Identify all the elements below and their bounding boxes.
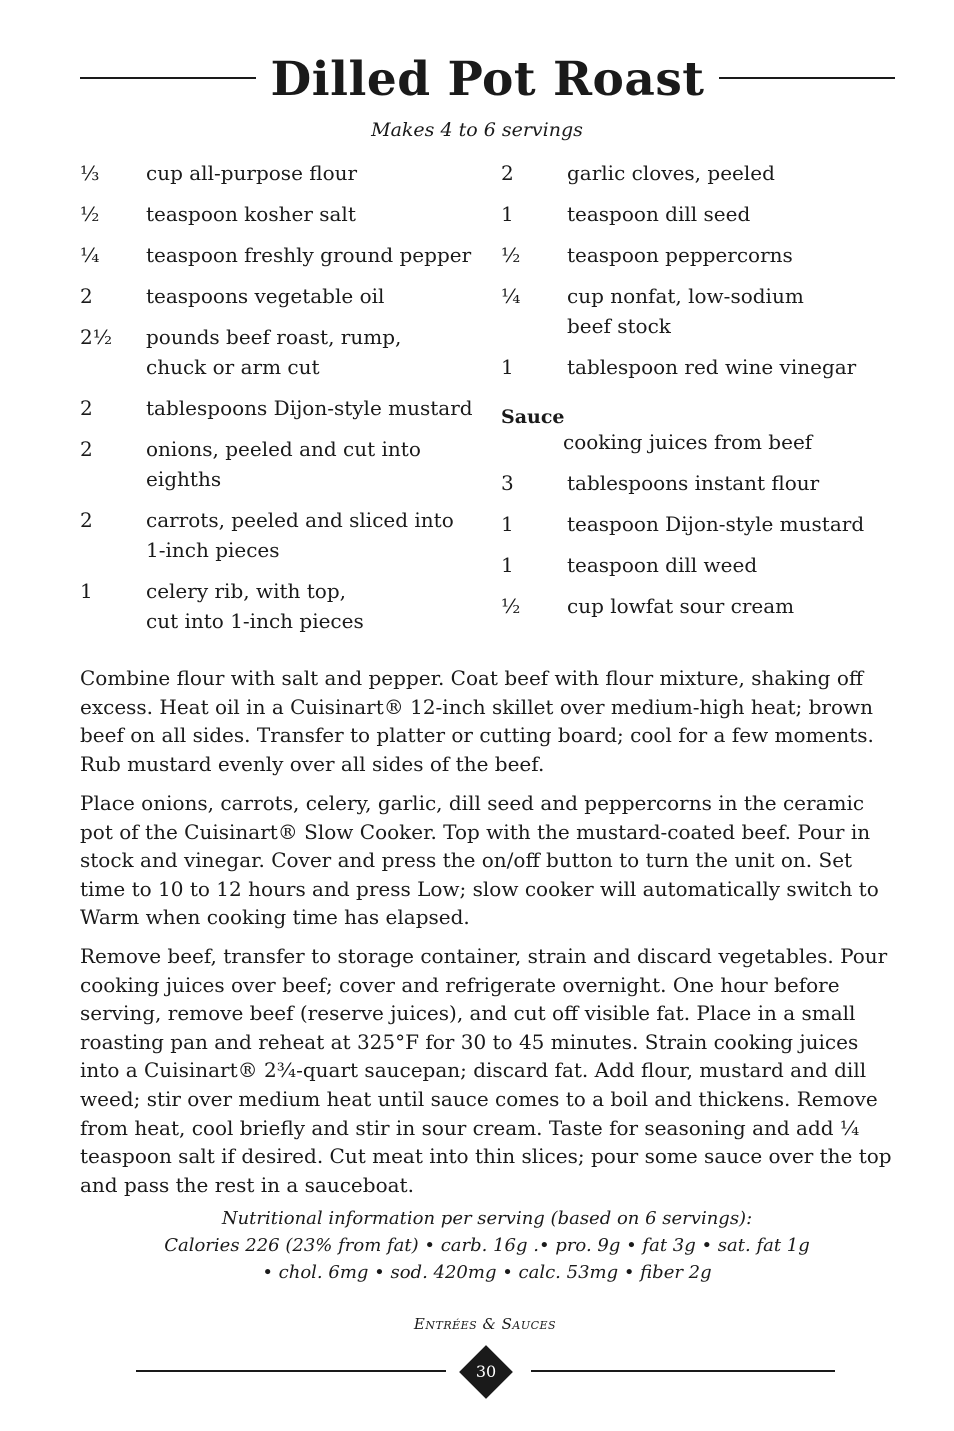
footer-rule-left [136, 1370, 446, 1372]
ingredient-description: teaspoons vegetable oil [146, 284, 385, 308]
ingredient-quantity: 1 [501, 512, 514, 536]
ingredient-quantity: 1 [501, 355, 514, 379]
direction-paragraph-1: Combine flour with salt and pepper. Coat beef with flour mixture, shaking off excess. Heat oil in a Cuisinart® 12-inch skillet over medium-high heat; brown beef on all sides. Transfer to platter or cutting board; cool for a few moments. Rub mustard evenly over all sides of the beef. [80, 666, 874, 776]
page-number: 30 [475, 1362, 497, 1381]
nutrition-line-1: Nutritional information per serving (based on 6 servings): [221, 1208, 753, 1229]
ingredient-item [501, 240, 901, 270]
ingredient-description: cup nonfat, low-sodium beef stock [567, 284, 804, 338]
ingredient-item [501, 509, 901, 539]
recipe-title: Dilled Pot Roast [270, 52, 705, 107]
ingredient-column-left [80, 158, 480, 647]
ingredient-quantity: ¼ [80, 243, 100, 267]
ingredient-item [501, 281, 901, 341]
ingredient-quantity: 1 [501, 202, 514, 226]
ingredient-item [80, 393, 480, 423]
nutrition-info [0, 1205, 954, 1286]
direction-paragraph-3: Remove beef, transfer to storage container, strain and discard vegetables. Pour cooking juices over beef; cover and refrigerate overnight. One hour before serving, remove beef (reserve juices), and cut off visible fat. Place in a small roasting pan and reheat at 325°F for 30 to 45 minutes. Strain cooking juices into a Cuisinart® 2¾-quart saucepan; discard fat. Add flour, mustard and dill weed; stir over medium heat until sauce comes to a boil and thickens. Remove from heat, cool briefly and stir in sour cream. Taste for seasoning and add ¼ teaspoon salt if desired. Cut meat into thin slices; pour some sauce over the top and pass the rest in a sauceboat. [80, 944, 892, 1197]
nutrition-line-3: • chol. 6mg • sod. 420mg • calc. 53mg • fiber 2g [262, 1262, 712, 1283]
ingredient-quantity: ½ [80, 202, 100, 226]
ingredient-description: teaspoon peppercorns [567, 243, 793, 267]
ingredient-description: teaspoon Dijon-style mustard [567, 512, 865, 536]
ingredient-description: pounds beef roast, rump, chuck or arm cut [146, 325, 402, 379]
ingredient-description: teaspoon kosher salt [146, 202, 356, 226]
ingredient-description: teaspoon freshly ground pepper [146, 243, 472, 267]
ingredient-item [501, 199, 901, 229]
ingredient-item [501, 158, 901, 188]
ingredient-quantity: 2 [80, 437, 93, 461]
title-row [80, 50, 895, 110]
nutrition-line-2: Calories 226 (23% from fat) • carb. 16g .• pro. 9g • fat 3g • sat. fat 1g [164, 1235, 810, 1256]
ingredient-quantity: 3 [501, 471, 514, 495]
ingredient-quantity: 2 [80, 508, 93, 532]
ingredient-description: teaspoon dill weed [567, 553, 758, 577]
ingredient-description: celery rib, with top, cut into 1-inch pieces [146, 579, 364, 633]
ingredient-quantity: 2 [501, 161, 514, 185]
ingredient-quantity: 2 [80, 284, 93, 308]
ingredient-description: tablespoons instant flour [567, 471, 820, 495]
ingredient-quantity: ½ [501, 594, 521, 618]
direction-paragraph-2: Place onions, carrots, celery, garlic, dill seed and peppercorns in the ceramic pot of the Cuisinart® Slow Cooker. Top with the mustard-coated beef. Pour in stock and vinegar. Cover and press the on/off button to turn the unit on. Set time to 10 to 12 hours and press Low; slow cooker will automatically switch to Warm when cooking time has elapsed. [80, 791, 879, 930]
ingredient-item [80, 281, 480, 311]
ingredient-description: cup all-purpose flour [146, 161, 358, 185]
ingredient-item [80, 434, 480, 494]
ingredient-item [80, 322, 480, 382]
ingredient-item [80, 505, 480, 565]
ingredient-quantity: 1 [80, 579, 93, 603]
ingredient-item [80, 158, 480, 188]
ingredient-item [80, 576, 480, 636]
recipe-yield: Makes 4 to 6 servings [371, 119, 583, 141]
ingredient-description: cup lowfat sour cream [567, 594, 795, 618]
ingredient-item [501, 550, 901, 580]
ingredient-item [501, 591, 901, 621]
ingredient-description: onions, peeled and cut into eighths [146, 437, 421, 491]
ingredient-quantity: ⅓ [80, 161, 100, 185]
ingredient-quantity: 2 [80, 396, 93, 420]
ingredient-quantity: 1 [501, 553, 514, 577]
ingredient-description: teaspoon dill seed [567, 202, 751, 226]
ingredient-quantity: ½ [501, 243, 521, 267]
sauce-heading: Sauce [501, 406, 565, 428]
ingredient-description: tablespoon red wine vinegar [567, 355, 857, 379]
ingredient-description: cooking juices from beef [563, 430, 813, 454]
footer-rule-right [531, 1370, 835, 1372]
ingredient-column-right [501, 158, 901, 632]
ingredient-item [501, 427, 901, 457]
ingredient-item [80, 240, 480, 270]
ingredient-item [501, 468, 901, 498]
ingredient-quantity: ¼ [501, 284, 521, 308]
ingredient-description: garlic cloves, peeled [567, 161, 775, 185]
ingredient-quantity: 2½ [80, 325, 113, 349]
ingredient-item [501, 352, 901, 382]
section-name: Entrées & Sauces [413, 1315, 557, 1333]
title-rule-right [719, 77, 895, 79]
ingredient-description: carrots, peeled and sliced into 1-inch pieces [146, 508, 454, 562]
ingredient-item [80, 199, 480, 229]
ingredient-description: tablespoons Dijon-style mustard [146, 396, 473, 420]
